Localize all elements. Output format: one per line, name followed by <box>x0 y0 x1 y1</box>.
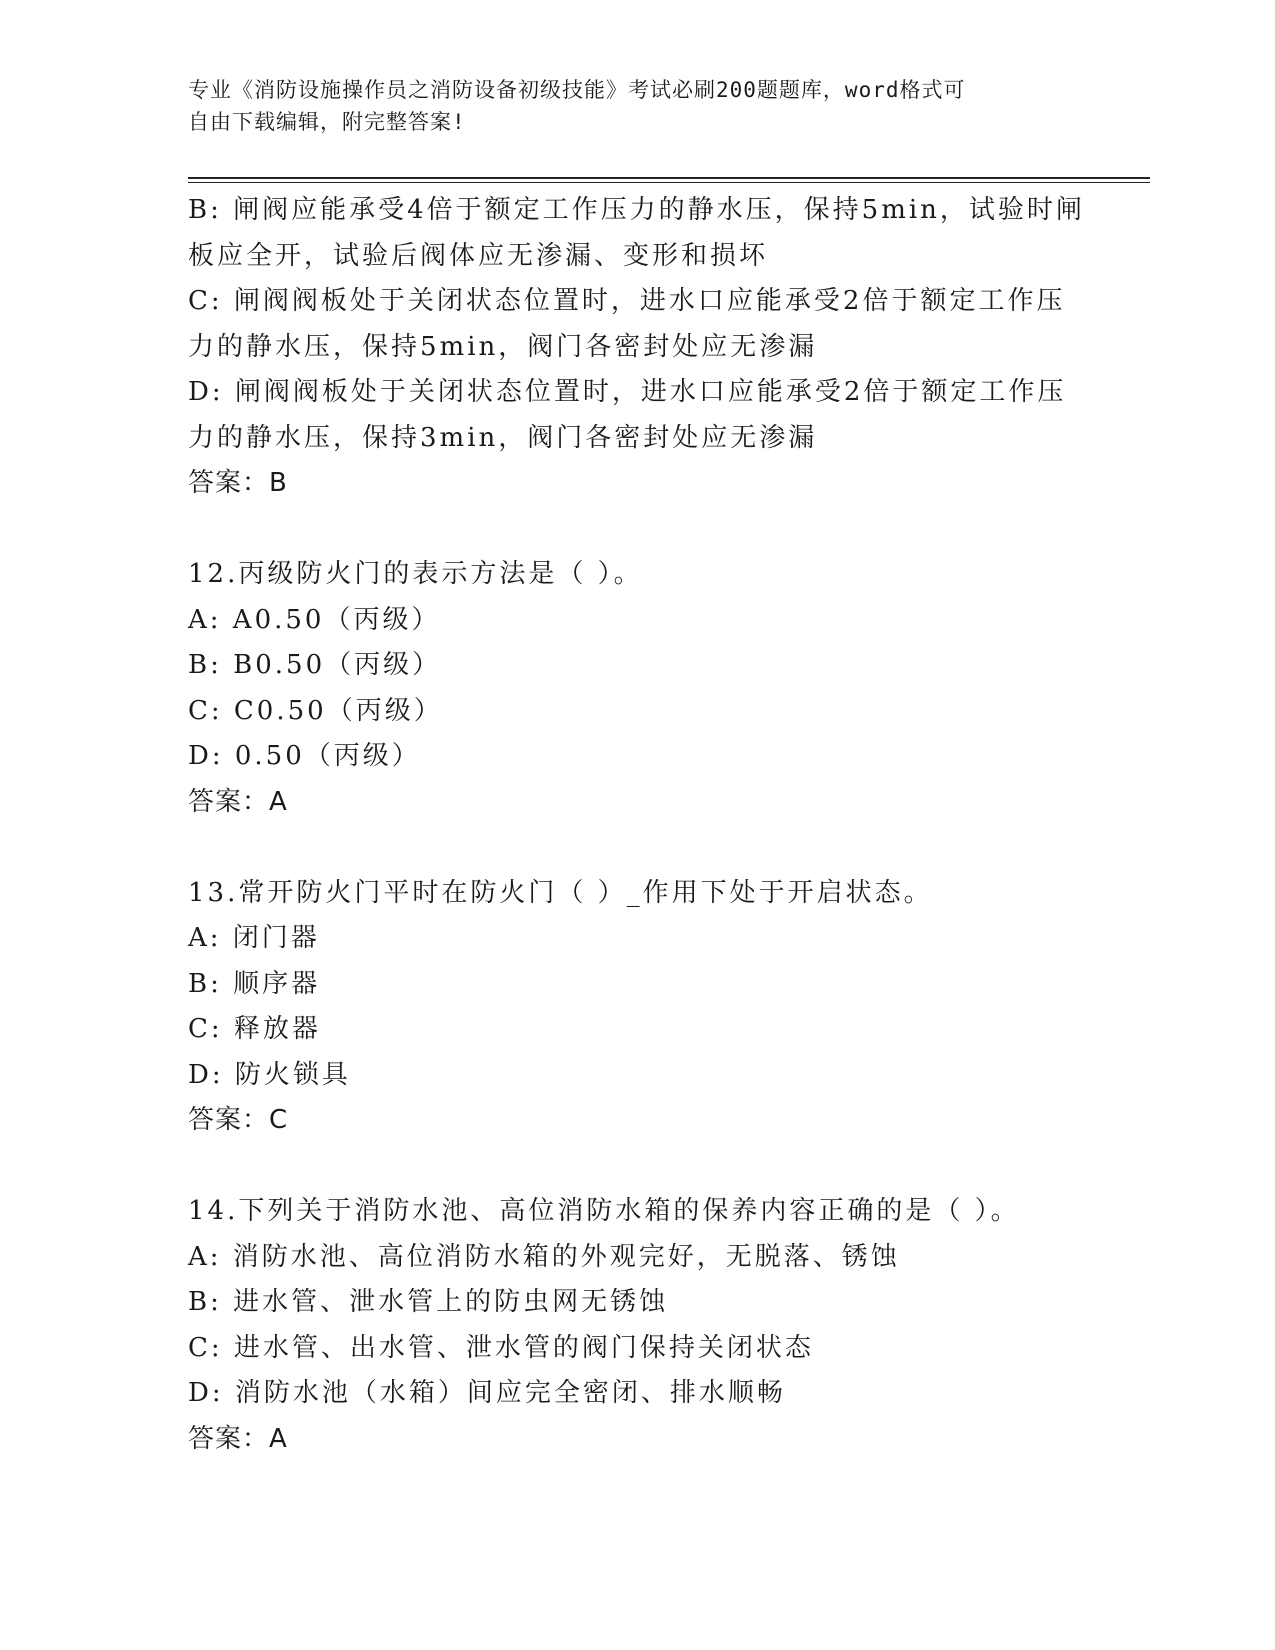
option-c: C: C0.50（丙级） <box>188 695 443 726</box>
option-c-line-2: 力的静水压，保持5min，阀门各密封处应无渗漏 <box>188 331 818 362</box>
option-c: C: 进水管、出水管、泄水管的阀门保持关闭状态 <box>188 1332 814 1363</box>
spacer <box>188 825 1088 871</box>
option-c: C: 释放器 <box>188 1014 321 1044</box>
answer-label: 答案：A <box>188 786 288 817</box>
option-b: B: 顺序器 <box>188 968 321 999</box>
question-stem: 12.丙级防火门的表示方法是（ ）。 <box>188 559 643 589</box>
option-d: D: 0.50（丙级） <box>188 741 421 771</box>
option-a: A: 闭门器 <box>188 923 320 953</box>
question-stem: 14.下列关于消防水池、高位消防水箱的保养内容正确的是（ ）。 <box>188 1196 1020 1226</box>
option-b: B: 进水管、泄水管上的防虫网无锈蚀 <box>188 1287 669 1317</box>
option-b-line-2: 板应全开，试验后阀体应无渗漏、变形和损坏 <box>188 240 769 271</box>
option-a: A: A0.50（丙级） <box>188 604 441 635</box>
header-divider-thick <box>188 177 1150 179</box>
question-11-continued <box>188 188 1088 507</box>
option-d: D: 防火锁具 <box>188 1059 351 1090</box>
spacer <box>188 1144 1088 1190</box>
answer-label: 答案：A <box>188 1423 288 1454</box>
option-b: B: B0.50（丙级） <box>188 650 442 680</box>
document-header <box>188 74 1088 138</box>
header-divider-thin <box>188 182 1150 183</box>
header-title-line-1: 专业《消防设施操作员之消防设备初级技能》考试必刷200题题库，word格式可 <box>188 78 966 102</box>
answer-label: 答案：B <box>188 468 288 498</box>
option-d-line-1: D: 闸阀阀板处于关闭状态位置时，进水口应能承受2倍于额定工作压 <box>188 377 1067 407</box>
question-13 <box>188 871 1088 1144</box>
question-stem: 13.常开防火门平时在防火门（ ）_作用下处于开启状态。 <box>188 877 933 908</box>
option-d: D: 消防水池（水箱）间应完全密闭、排水顺畅 <box>188 1378 786 1408</box>
question-14 <box>188 1189 1088 1462</box>
option-b-line-1: B: 闸阀应能承受4倍于额定工作压力的静水压，保持5min，试验时闸 <box>188 195 1085 225</box>
document-body <box>188 188 1088 1462</box>
option-a: A: 消防水池、高位消防水箱的外观完好，无脱落、锈蚀 <box>188 1241 900 1272</box>
option-d-line-2: 力的静水压，保持3min，阀门各密封处应无渗漏 <box>188 422 818 453</box>
answer-label: 答案：C <box>188 1105 289 1135</box>
question-12 <box>188 552 1088 825</box>
option-c-line-1: C: 闸阀阀板处于关闭状态位置时，进水口应能承受2倍于额定工作压 <box>188 286 1066 316</box>
spacer <box>188 507 1088 553</box>
header-title-line-2: 自由下载编辑，附完整答案! <box>188 110 466 134</box>
